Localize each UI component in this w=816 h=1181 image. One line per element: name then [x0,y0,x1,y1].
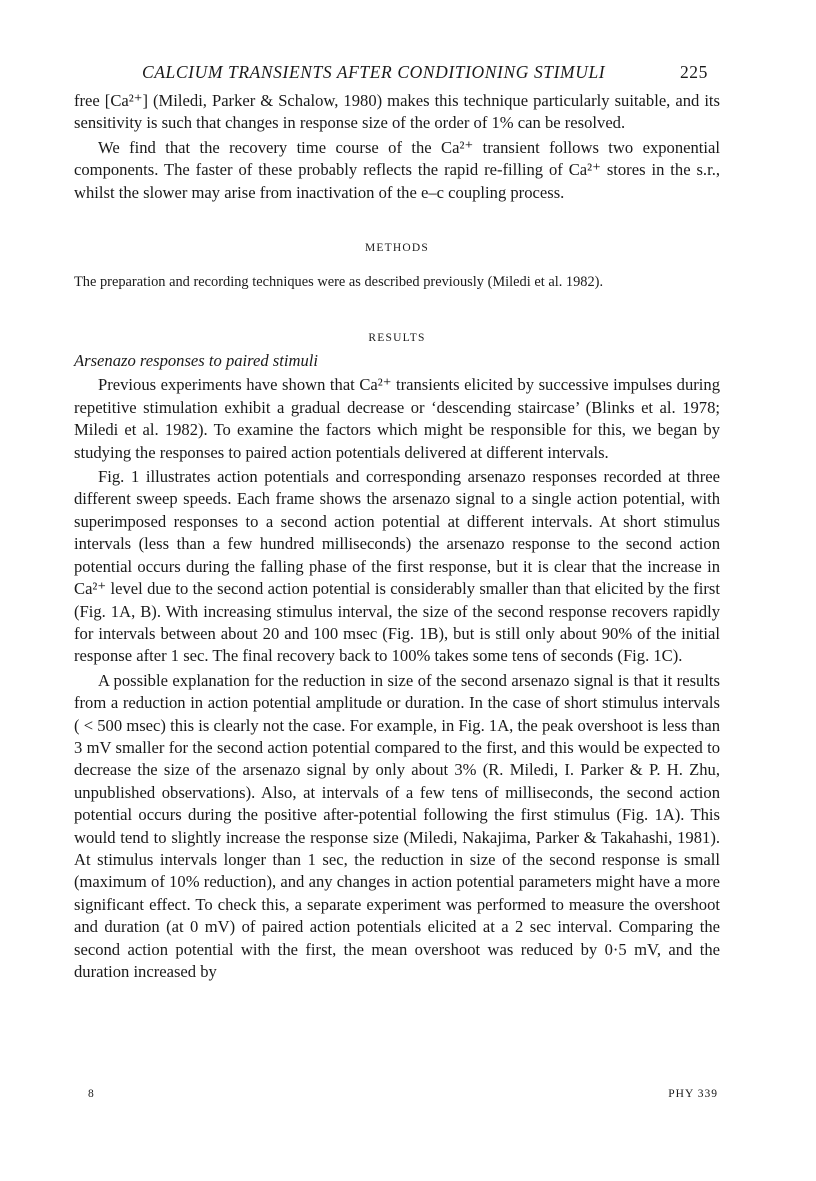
running-head [74,62,720,90]
methods-text: The preparation and recording techniques were as described previously (Miledi et al. 1982). [74,274,604,291]
results-paragraph-3: A possible explanation for the reduction in size of the second arsenazo signal is that it results from a reduction in action potential amplitude or duration. In the case of short stimulus intervals ( < 500 msec) this is clearly not the case. For example, in Fig. 1A, the peak overshoot is less than 3 mV smaller for the second action potential compared to the first, and this would be expected to decrease the size of the arsenazo signal by only about 3% (R. Miledi, I. Parker & P. H. Zhu, unpublished observations). Also, at intervals of a few tens of milliseconds, the second action potential occurs during the positive after-potential following the first stimulus (Fig. 1A). This would tend to slightly increase the response size (Miledi, Nakajima, Parker & Takahashi, 1981). At stimulus intervals longer than 1 sec, the reduction in size of the second response is small (maximum of 10% reduction), and any changes in action potential parameters might have a more significant effect. To check this, a separate experiment was performed to measure the overshoot and duration (at 0 mV) of paired action potentials elicited at a 2 sec interval. Comparing the second action potential with the first, the mean overshoot was reduced by 0·5 mV, and the duration increased by [74,670,720,981]
footer-signature-mark: 8 [88,1088,95,1100]
page-number: 225 [679,62,708,82]
results-subheading: Arsenazo responses to paired stimuli [74,351,318,371]
page-body [74,62,720,983]
footer-journal-mark: PHY 339 [668,1088,718,1100]
results-heading: RESULTS [368,332,426,345]
methods-heading: METHODS [365,242,429,255]
intro-paragraph-2: We find that the recovery time course of the Ca²⁺ transient follows two exponential components. The faster of these probably reflects the rapid re-filling of Ca²⁺ stores in the s.r., whilst the slower may arise from inactivation of the e–c coupling process. [74,137,720,202]
results-paragraph-2: Fig. 1 illustrates action potentials and corresponding arsenazo responses recorded at three different sweep speeds. Each frame shows the arsenazo signal to a single action potential, with superimposed responses to a second action potential at different intervals. At short stimulus intervals (less than a few hundred milliseconds) the arsenazo response to the second action potential occurs during the falling phase of the first response, but it is clear that the increase in Ca²⁺ level due to the second action potential is considerably smaller than that elicited by the first (Fig. 1A, B). With increasing stimulus interval, the size of the second response recovers rapidly for intervals between about 20 and 100 msec (Fig. 1B), but is still only about 90% of the initial response after 1 sec. The final recovery back to 100% takes some tens of seconds (Fig. 1C). [74,467,720,666]
running-title: CALCIUM TRANSIENTS AFTER CONDITIONING STIMULI [142,62,606,82]
results-paragraph-1: Previous experiments have shown that Ca²⁺ transients elicited by successive impulses during repetitive stimulation exhibit a gradual decrease or ‘descending staircase’ (Blinks et al. 1978; Miledi et al. 1982). To examine the factors which might be responsible for this, we began by studying the responses to paired action potentials delivered at different intervals. [74,375,720,462]
intro-paragraph-1: free [Ca²⁺] (Miledi, Parker & Schalow, 1980) makes this technique particularly suitable, and its sensitivity is such that changes in response size of the order of 1% can be resolved. [74,91,720,133]
